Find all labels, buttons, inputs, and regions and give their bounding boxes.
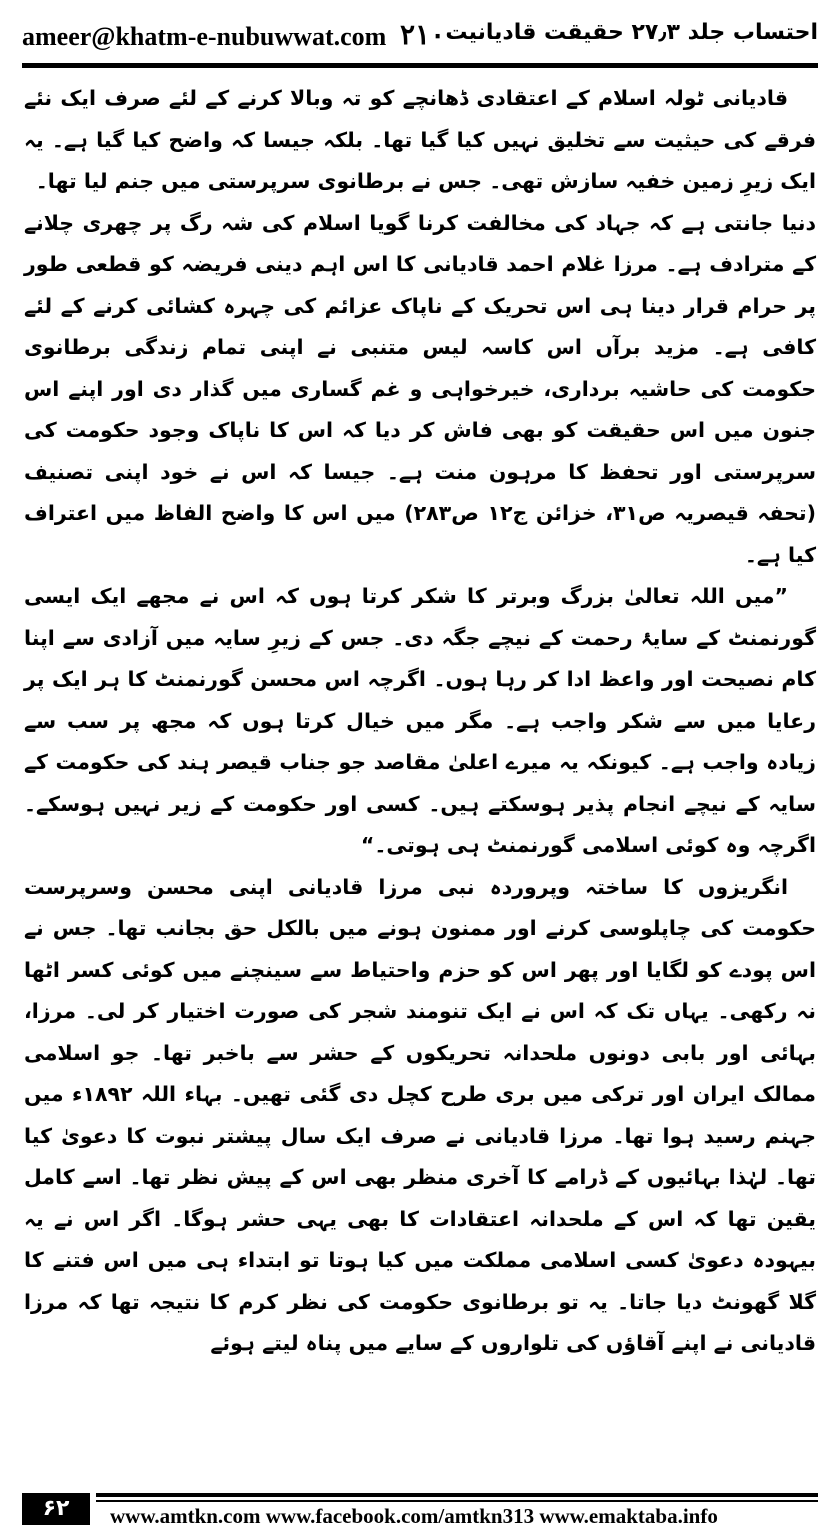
paragraph-2: دنیا جانتی ہے کہ جہاد کی مخالفت کرنا گویا اسلام کی شہ رگ پر چھری چلانے کے مترادف ہے۔ مرزا غلام احمد قادیانی کا اس اہم دینی فریضہ کو قطعی طور پر حرام قرار دینا ہی اس تحریک کے ناپاک عزائم کی چہرہ کشائی کرنے کے لئے کافی ہے۔ مزید برآں اس کاسہ لیس متنبی نے اپنی تمام زندگی برطانوی حکومت کی حاشیہ برداری، خیرخواہی و غم گساری میں گذار دی اور اپنے اس جنون میں اس حقیقت کو بھی فاش کر دیا کہ اس کا ناپاک وجود حکومت کی سرپرستی اور تحفظ کا مرہون منت ہے۔ جیسا کہ اس نے خود اپنی تصنیف (تحفہ قیصریہ ص۳۱، خزائن ج۱۲ ص۲۸۳) میں اس کا واضح الفاظ میں اعتراف کیا ہے۔: [24, 210, 816, 567]
footer-links: www.amtkn.com www.facebook.com/amtkn313 www.emaktaba.info: [110, 1504, 718, 1528]
paragraph-4: انگریزوں کا ساختہ وپروردہ نبی مرزا قادیانی اپنی محسن وسرپرست حکومت کی چاپلوسی کرنے اور ممنون ہونے میں بالکل حق بجانب تھا۔ جس نے اس پودے کو لگایا اور پھر اس کو حزم واحتیاط سے سینچنے میں کوئی کسر اٹھا نہ رکھی۔ یہاں تک کہ اس نے ایک تنومند شجر کی صورت اختیار کر لی۔ مرزا، بہائی اور بابی دونوں ملحدانہ تحریکوں کے حشر سے باخبر تھا۔ جو اسلامی ممالک ایران اور ترکی میں بری طرح کچل دی گئی تھیں۔ بہاء اللہ ۱۸۹۲ء میں جہنم رسید ہوا تھا۔ مرزا قادیانی نے صرف ایک سال پیشتر نبوت کا دعویٰ کیا تھا۔ لہٰذا بہائیوں کے ڈرامے کا آخری منظر بھی اس کے پیش نظر تھا۔ اسے کامل یقین تھا کہ اس کے ملحدانہ اعتقادات کا بھی یہی حشر ہوگا۔ اگر اس نے یہ بیہودہ دعویٰ کسی اسلامی مملکت میں کیا ہوتا تو ابتداء ہی میں اس فتنے کا گلا گھونٹ دیا جاتا۔ یہ تو برطانوی حکومت کی نظر کرم کا نتیجہ تھا کہ مرزا قادیانی نے اپنے آقاؤں کی تلواروں کے سایے میں پناہ لیتے ہوئے: [24, 874, 816, 1355]
footer-page-index: ۶۲: [22, 1493, 90, 1525]
footer-divider-thin: [96, 1500, 818, 1502]
page-header: [22, 18, 818, 58]
header-divider: [22, 63, 818, 68]
header-email: ameer@khatm-e-nubuwwat.com: [22, 22, 387, 51]
page-body: [24, 78, 816, 1458]
header-page-number: ۲۱۰: [400, 18, 446, 51]
paragraph-1: قادیانی ٹولہ اسلام کے اعتقادی ڈھانچے کو تہ وبالا کرنے کے لئے صرف ایک نئے فرقے کی حیثیت سے تخلیق نہیں کیا گیا تھا۔ بلکہ جیسا کہ واضح کیا گیا ہے۔ یہ ایک زیرِ زمین خفیہ سازش تھی۔ جس نے برطانوی سرپرستی میں جنم لیا تھا۔: [24, 86, 816, 193]
footer-divider: [96, 1493, 818, 1497]
quote-paragraph: ”میں اللہ تعالیٰ بزرگ وبرتر کا شکر کرتا ہوں کہ اس نے مجھے ایک ایسی گورنمنٹ کے سایۂ رحمت کے نیچے جگہ دی۔ جس کے زیرِ سایہ میں آزادی سے اپنا کام نصیحت اور واعظ ادا کر رہا ہوں۔ اگرچہ اس محسن گورنمنٹ کا ہر ایک پر رعایا میں سے شکر واجب ہے۔ مگر میں خیال کرتا ہوں کہ مجھ پر سب سے زیادہ واجب ہے۔ کیونکہ یہ میرے اعلیٰ مقاصد جو جناب قیصر ہند کی حکومت کے سایہ کے نیچے انجام پذیر ہوسکتے ہیں۔ کسی اور حکومت کے زیر نہیں ہوسکے۔ اگرچہ وہ کوئی اسلامی گورنمنٹ ہی ہوتی۔“: [24, 584, 816, 857]
header-book-title: احتساب جلد ۲۷٫۳ حقیقت قادیانیت: [445, 20, 818, 45]
